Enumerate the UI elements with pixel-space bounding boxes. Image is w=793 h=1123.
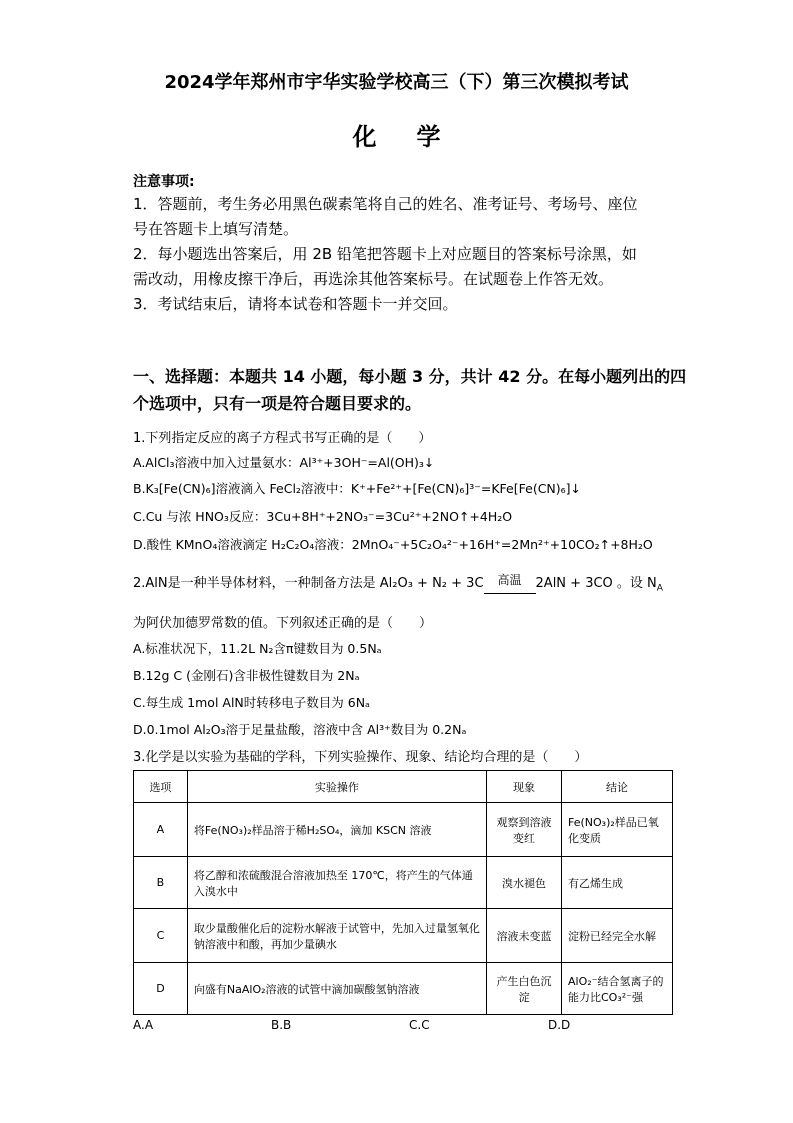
q2-stem-2: 为阿伏加德罗常数的值。下列叙述正确的是（ ）	[133, 616, 433, 631]
reaction-arrow	[484, 593, 536, 594]
table-header-row	[134, 771, 673, 803]
q3-answer-d: D.D	[548, 1018, 571, 1032]
row-operation: 向盛有NaAlO₂溶液的试管中滴加碳酸氢钠溶液	[187, 963, 486, 1015]
row-observation: 产生白色沉淀	[486, 963, 561, 1015]
q3-answer-b: B.B	[271, 1018, 292, 1032]
q1-option-c: C.Cu 与浓 HNO₃反应：3Cu+8H⁺+2NO₃⁻=3Cu²⁺+2NO↑+4H₂O	[133, 509, 513, 524]
row-observation: 溴水褪色	[486, 857, 561, 909]
row-operation: 将Fe(NO₃)₂样品溶于稀H₂SO₄，滴加 KSCN 溶液	[187, 803, 486, 857]
section-heading: 一、选择题：本题共 14 小题，每小题 3 分，共计 42 分。在每小题列出的四	[133, 367, 687, 386]
row-option: A	[134, 803, 188, 857]
table-row	[134, 803, 673, 857]
row-observation: 观察到溶液变红	[486, 803, 561, 857]
row-conclusion: AlO₂⁻结合氢离子的能力比CO₃²⁻强	[562, 963, 673, 1015]
q3-table	[133, 770, 673, 1015]
q3-answer-c: C.C	[409, 1018, 430, 1032]
notes-heading: 注意事项:	[133, 174, 195, 190]
q2-option-c: C.每生成 1mol AlN时转移电子数目为 6Nₐ	[133, 695, 370, 710]
table-header: 实验操作	[187, 771, 486, 803]
q2-option-a: A.标准状况下，11.2L N₂含π键数目为 0.5Nₐ	[133, 641, 382, 656]
section-heading: 个选项中，只有一项是符合题目要求的。	[133, 394, 422, 413]
row-operation: 取少量酸催化后的淀粉水解液于试管中，先加入过量氢氧化钠溶液中和酸，再加少量碘水	[187, 909, 486, 963]
reaction-condition	[484, 572, 536, 594]
note-line: 2．每小题选出答案后，用 2B 铅笔把答题卡上对应题目的答案标号涂黑，如	[133, 245, 637, 263]
q2-stem-sub: A	[656, 583, 663, 594]
table-row	[134, 857, 673, 909]
row-conclusion: Fe(NO₃)₂样品已氧化变质	[562, 803, 673, 857]
q2-stem-pre: 2.AlN是一种半导体材料，一种制备方法是 Al₂O₃ + N₂ + 3C	[133, 576, 484, 591]
q2-stem-post: 2AlN + 3CO 。设 N	[535, 576, 657, 591]
row-option: B	[134, 857, 188, 909]
q3-stem: 3.化学是以实验为基础的学科，下列实验操作、现象、结论均合理的是（ ）	[133, 750, 588, 765]
q3-answer-a: A.A	[133, 1018, 154, 1032]
note-line: 需改动，用橡皮擦干净后，再选涂其他答案标号。在试题卷上作答无效。	[133, 270, 614, 288]
row-observation: 溶液未变蓝	[486, 909, 561, 963]
table-header: 选项	[134, 771, 188, 803]
q2-option-b: B.12g C (金刚石)含非极性键数目为 2Nₐ	[133, 668, 360, 683]
subject-title: 化学	[352, 123, 481, 151]
row-option: C	[134, 909, 188, 963]
row-conclusion: 有乙烯生成	[562, 857, 673, 909]
q2-option-d: D.0.1mol Al₂O₃溶于足量盐酸，溶液中含 Al³⁺数目为 0.2Nₐ	[133, 722, 467, 737]
q1-option-b: B.K₃[Fe(CN)₆]溶液滴入 FeCl₂溶液中：K⁺+Fe²⁺+[Fe(CN)₆]³⁻=KFe[Fe(CN)₆]↓	[133, 481, 582, 496]
table-header: 现象	[486, 771, 561, 803]
q2-stem	[133, 572, 663, 594]
row-operation: 将乙醇和浓硫酸混合溶液加热至 170℃，将产生的气体通入溴水中	[187, 857, 486, 909]
note-line: 号在答题卡上填写清楚。	[133, 220, 299, 238]
q1-option-a: A.AlCl₃溶液中加入过量氨水：Al³⁺+3OH⁻=Al(OH)₃↓	[133, 455, 435, 470]
table-row	[134, 909, 673, 963]
table-header: 结论	[562, 771, 673, 803]
table-row	[134, 963, 673, 1015]
row-conclusion: 淀粉已经完全水解	[562, 909, 673, 963]
q1-option-d: D.酸性 KMnO₄溶液滴定 H₂C₂O₄溶液：2MnO₄⁻+5C₂O₄²⁻+16H⁺=2Mn²⁺+10CO₂↑+8H₂O	[133, 537, 653, 552]
note-line: 3．考试结束后，请将本试卷和答题卡一并交回。	[133, 295, 458, 313]
row-option: D	[134, 963, 188, 1015]
exam-title: 2024学年郑州市宇华实验学校高三（下）第三次模拟考试	[164, 72, 629, 93]
note-line: 1．答题前，考生务必用黑色碳素笔将自己的姓名、准考证号、考场号、座位	[133, 195, 638, 213]
q1-stem: 1.下列指定反应的离子方程式书写正确的是（ ）	[133, 431, 432, 446]
condition-label: 高温	[497, 572, 522, 587]
